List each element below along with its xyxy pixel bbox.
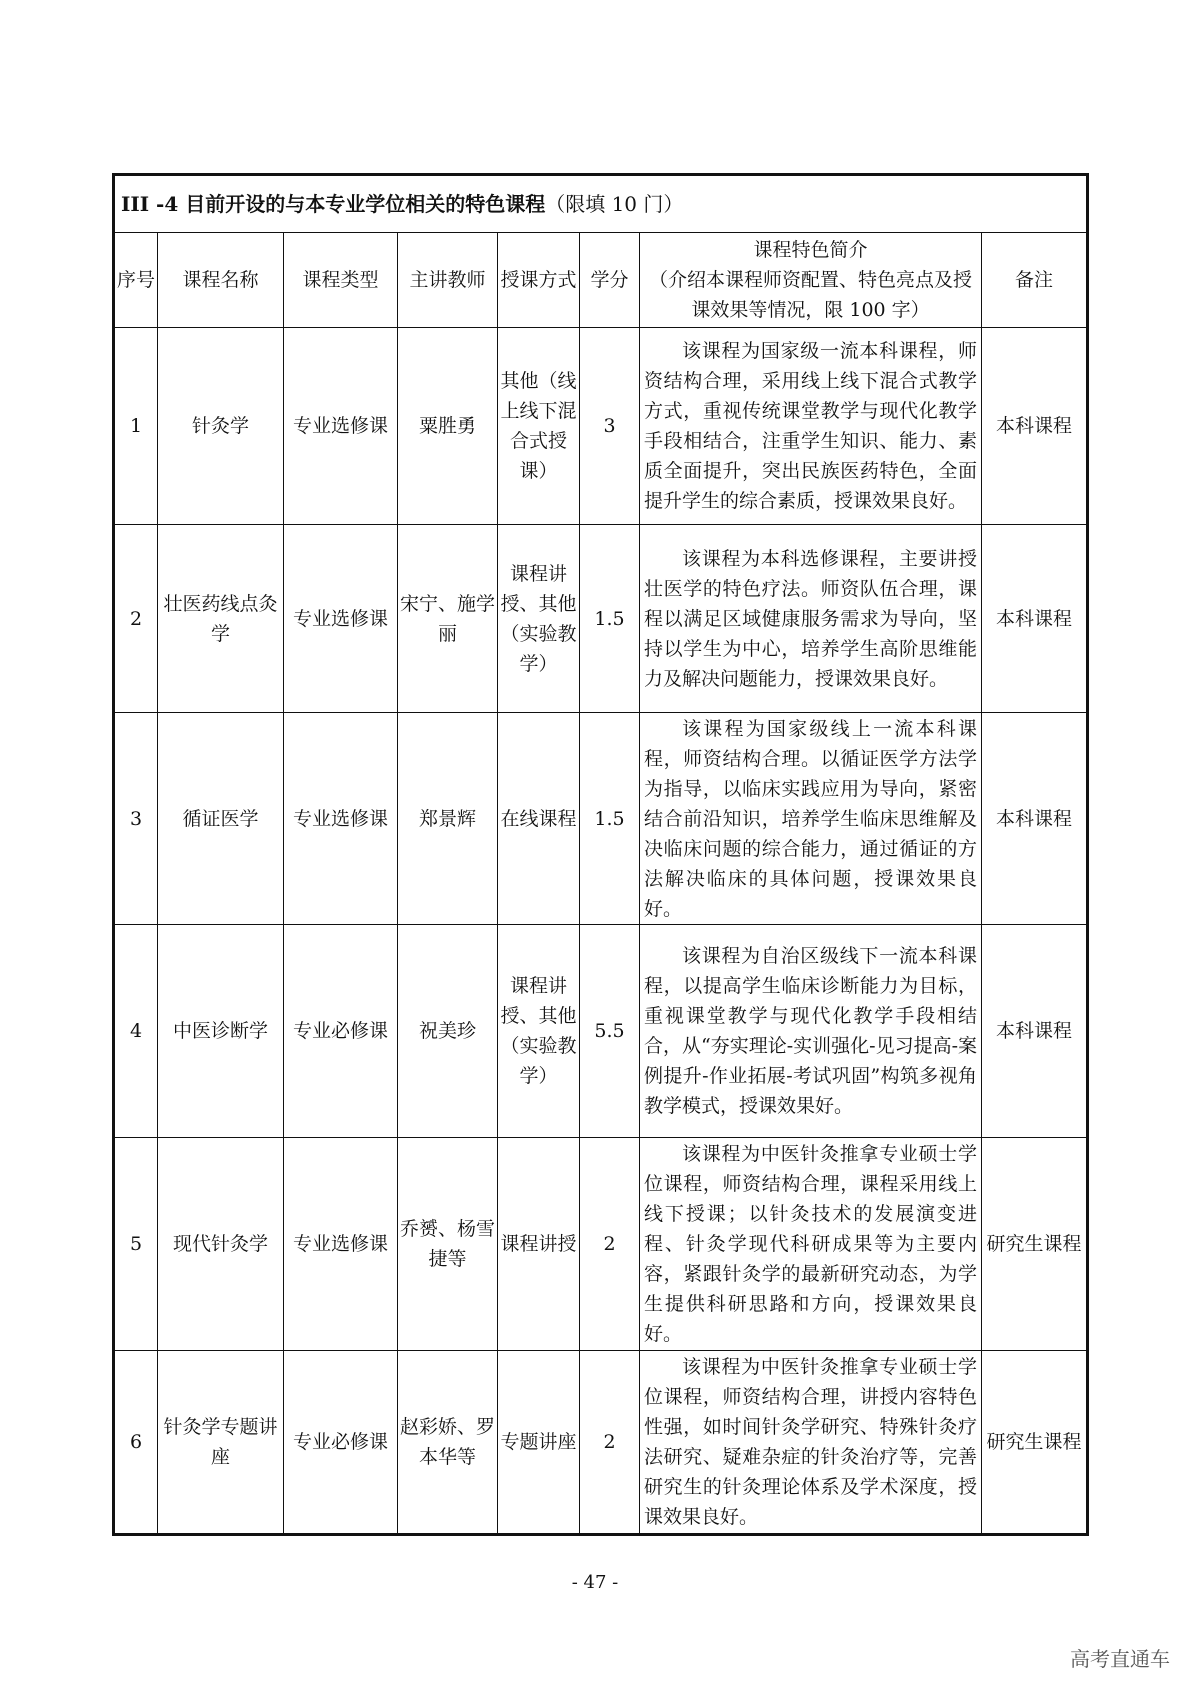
course-name: 循证医学 — [158, 713, 284, 925]
header-mode: 授课方式 — [498, 233, 580, 328]
course-credit: 1.5 — [580, 525, 640, 713]
header-seq: 序号 — [114, 233, 158, 328]
course-desc: 该课程为中医针灸推拿专业硕士学位课程，师资结构合理，讲授内容特色性强，如时间针灸学研究、特殊针灸疗法研究、疑难杂症的针灸治疗等，完善研究生的针灸理论体系及学术深度，授课效果良好。 — [640, 1351, 982, 1535]
course-seq: 1 — [114, 328, 158, 525]
header-credit: 学分 — [580, 233, 640, 328]
course-type: 专业选修课 — [284, 1138, 398, 1351]
course-teacher: 粟胜勇 — [398, 328, 498, 525]
course-note: 本科课程 — [982, 925, 1088, 1138]
course-mode: 在线课程 — [498, 713, 580, 925]
watermark: 高考直通车 — [1070, 1647, 1170, 1671]
course-mode: 其他（线上线下混合式授课） — [498, 328, 580, 525]
course-note: 研究生课程 — [982, 1138, 1088, 1351]
course-teacher: 宋宁、施学丽 — [398, 525, 498, 713]
course-desc: 该课程为国家级线上一流本科课程，师资结构合理。以循证医学方法学为指导，以临床实践应用为导向，紧密结合前沿知识，培养学生临床思维解及决临床问题的综合能力，通过循证的方法解决临床的具体问题，授课效果良好。 — [640, 713, 982, 925]
course-credit: 2 — [580, 1138, 640, 1351]
header-teacher: 主讲教师 — [398, 233, 498, 328]
course-type: 专业必修课 — [284, 1351, 398, 1535]
section-title-row — [114, 175, 1088, 233]
course-seq: 3 — [114, 713, 158, 925]
course-desc: 该课程为中医针灸推拿专业硕士学位课程，师资结构合理，课程采用线上线下授课；以针灸技术的发展演变进程、针灸学现代科研成果等为主要内容，紧跟针灸学的最新研究动态，为学生提供科研思路和方向，授课效果良好。 — [640, 1138, 982, 1351]
header-row — [114, 233, 1088, 328]
header-desc-line2: （介绍本课程师资配置、特色亮点及授课效果等情况，限 100 字） — [648, 269, 972, 321]
table-row — [114, 525, 1088, 713]
course-mode: 课程讲授、其他（实验教学） — [498, 925, 580, 1138]
course-mode: 专题讲座 — [498, 1351, 580, 1535]
header-name: 课程名称 — [158, 233, 284, 328]
header-desc — [640, 233, 982, 328]
course-note: 研究生课程 — [982, 1351, 1088, 1535]
course-desc: 该课程为本科选修课程，主要讲授壮医学的特色疗法。师资队伍合理，课程以满足区域健康服务需求为导向，坚持以学生为中心，培养学生高阶思维能力及解决问题能力，授课效果良好。 — [640, 525, 982, 713]
section-title-main: III -4 目前开设的与本专业学位相关的特色课程 — [121, 192, 546, 216]
header-desc-line1: 课程特色简介 — [753, 239, 868, 261]
course-name: 针灸学专题讲座 — [158, 1351, 284, 1535]
course-name: 壮医药线点灸学 — [158, 525, 284, 713]
course-mode: 课程讲授 — [498, 1138, 580, 1351]
course-teacher: 郑景辉 — [398, 713, 498, 925]
course-teacher: 祝美珍 — [398, 925, 498, 1138]
header-type: 课程类型 — [284, 233, 398, 328]
course-credit: 1.5 — [580, 713, 640, 925]
course-type: 专业选修课 — [284, 328, 398, 525]
course-seq: 2 — [114, 525, 158, 713]
course-desc: 该课程为国家级一流本科课程，师资结构合理，采用线上线下混合式教学方式，重视传统课堂教学与现代化教学手段相结合，注重学生知识、能力、素质全面提升，突出民族医药特色，全面提升学生的综合素质，授课效果良好。 — [640, 328, 982, 525]
course-desc: 该课程为自治区级线下一流本科课程，以提高学生临床诊断能力为目标，重视课堂教学与现代化教学手段相结合，从“夯实理论-实训强化-见习提高-案例提升-作业拓展-考试巩固”构筑多视角教学模式，授课效果好。 — [640, 925, 982, 1138]
course-type: 专业必修课 — [284, 925, 398, 1138]
table-row — [114, 925, 1088, 1138]
table-row — [114, 1138, 1088, 1351]
table-row — [114, 713, 1088, 925]
course-seq: 6 — [114, 1351, 158, 1535]
course-name: 针灸学 — [158, 328, 284, 525]
section-title-note: （限填 10 门） — [545, 192, 684, 216]
course-credit: 3 — [580, 328, 640, 525]
course-credit: 5.5 — [580, 925, 640, 1138]
header-note: 备注 — [982, 233, 1088, 328]
course-teacher: 赵彩娇、罗本华等 — [398, 1351, 498, 1535]
course-seq: 5 — [114, 1138, 158, 1351]
course-mode: 课程讲授、其他（实验教学） — [498, 525, 580, 713]
course-note: 本科课程 — [982, 328, 1088, 525]
course-table — [112, 173, 1089, 1536]
table-row — [114, 1351, 1088, 1535]
course-name: 现代针灸学 — [158, 1138, 284, 1351]
course-type: 专业选修课 — [284, 525, 398, 713]
table-row — [114, 328, 1088, 525]
course-note: 本科课程 — [982, 713, 1088, 925]
page-number: - 47 - — [571, 1572, 619, 1593]
course-name: 中医诊断学 — [158, 925, 284, 1138]
course-type: 专业选修课 — [284, 713, 398, 925]
course-credit: 2 — [580, 1351, 640, 1535]
course-teacher: 乔赟、杨雪捷等 — [398, 1138, 498, 1351]
course-note: 本科课程 — [982, 525, 1088, 713]
course-seq: 4 — [114, 925, 158, 1138]
section-title — [114, 175, 1088, 233]
